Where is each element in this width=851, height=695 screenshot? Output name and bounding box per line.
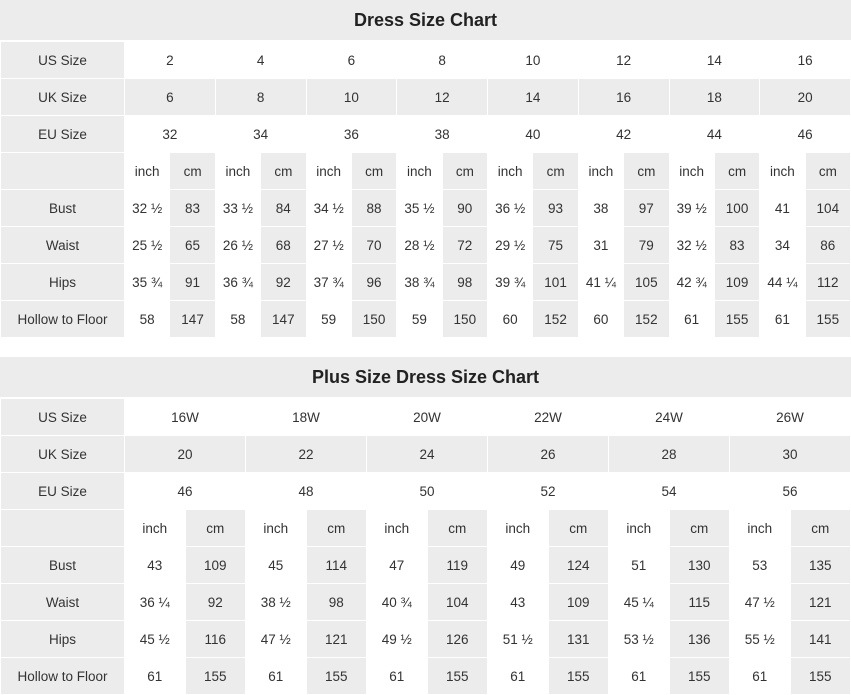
row-label: Hips [1,264,125,301]
measurement-cell: 155 [669,658,730,695]
measurement-cell: 33 ½ [215,190,260,227]
unit-cell: cm [351,153,396,190]
measurement-cell: 116 [185,621,246,658]
size-cell: 56 [730,473,851,510]
measurement-cell: 155 [790,658,851,695]
table-row [1,42,851,79]
measurement-cell: 61 [367,658,428,695]
measurement-cell: 136 [669,621,730,658]
row-label: US Size [1,42,125,79]
unit-cell: inch [367,510,428,547]
measurement-cell: 109 [185,547,246,584]
table-row [1,301,851,338]
row-label: Hollow to Floor [1,301,125,338]
size-cell: 6 [125,79,216,116]
measurement-cell: 90 [442,190,487,227]
size-cell: 46 [760,116,851,153]
measurement-cell: 104 [805,190,850,227]
size-table [0,41,851,338]
measurement-cell: 34 [760,227,805,264]
measurement-cell: 105 [624,264,669,301]
size-cell: 20 [125,436,246,473]
measurement-cell: 152 [624,301,669,338]
table-row [1,547,851,584]
measurement-cell: 51 ½ [488,621,549,658]
measurement-cell: 79 [624,227,669,264]
size-cell: 10 [306,79,397,116]
measurement-cell: 41 [760,190,805,227]
measurement-cell: 37 ¾ [306,264,351,301]
measurement-cell: 61 [609,658,670,695]
measurement-cell: 150 [442,301,487,338]
measurement-cell: 130 [669,547,730,584]
measurement-cell: 36 ¾ [215,264,260,301]
row-label [1,153,125,190]
measurement-cell: 70 [351,227,396,264]
measurement-cell: 38 ¾ [397,264,442,301]
unit-cell: cm [427,510,488,547]
size-cell: 48 [246,473,367,510]
unit-cell: inch [125,153,170,190]
size-cell: 8 [215,79,306,116]
measurement-cell: 98 [306,584,367,621]
measurement-cell: 135 [790,547,851,584]
table-row [1,79,851,116]
measurement-cell: 60 [578,301,623,338]
measurement-cell: 38 [578,190,623,227]
measurement-cell: 55 ½ [730,621,791,658]
size-cell: 38 [397,116,488,153]
size-cell: 22W [488,399,609,436]
measurement-cell: 61 [125,658,186,695]
table-row [1,190,851,227]
measurement-cell: 47 [367,547,428,584]
size-cell: 24 [367,436,488,473]
table-row [1,473,851,510]
measurement-cell: 47 ½ [246,621,307,658]
unit-cell: inch [730,510,791,547]
measurement-cell: 27 ½ [306,227,351,264]
table-row [1,436,851,473]
unit-row [1,510,851,547]
measurement-cell: 39 ½ [669,190,714,227]
row-label: Bust [1,547,125,584]
measurement-cell: 43 [488,584,549,621]
measurement-cell: 45 ½ [125,621,186,658]
row-label: Bust [1,190,125,227]
measurement-cell: 84 [261,190,306,227]
unit-row [1,153,851,190]
size-cell: 14 [488,79,579,116]
measurement-cell: 42 ¾ [669,264,714,301]
measurement-cell: 109 [548,584,609,621]
measurement-cell: 98 [442,264,487,301]
measurement-cell: 39 ¾ [488,264,533,301]
measurement-cell: 44 ¼ [760,264,805,301]
measurement-cell: 36 ½ [488,190,533,227]
measurement-cell: 26 ½ [215,227,260,264]
unit-cell: cm [442,153,487,190]
measurement-cell: 45 ¼ [609,584,670,621]
unit-cell: cm [624,153,669,190]
measurement-cell: 53 [730,547,791,584]
measurement-cell: 86 [805,227,850,264]
measurement-cell: 150 [351,301,396,338]
size-cell: 16 [578,79,669,116]
measurement-cell: 126 [427,621,488,658]
measurement-cell: 155 [427,658,488,695]
table-row [1,658,851,695]
measurement-cell: 28 ½ [397,227,442,264]
measurement-cell: 31 [578,227,623,264]
size-cell: 42 [578,116,669,153]
measurement-cell: 51 [609,547,670,584]
measurement-cell: 88 [351,190,396,227]
row-label: UK Size [1,436,125,473]
row-label: EU Size [1,473,125,510]
measurement-cell: 119 [427,547,488,584]
measurement-cell: 45 [246,547,307,584]
table-row [1,264,851,301]
measurement-cell: 72 [442,227,487,264]
measurement-cell: 121 [790,584,851,621]
size-cell: 26 [488,436,609,473]
size-cell: 8 [397,42,488,79]
measurement-cell: 101 [533,264,578,301]
size-cell: 2 [125,42,216,79]
size-cell: 12 [397,79,488,116]
size-cell: 36 [306,116,397,153]
measurement-cell: 61 [488,658,549,695]
measurement-cell: 36 ¼ [125,584,186,621]
row-label [1,510,125,547]
table-row [1,399,851,436]
section-divider [0,338,851,357]
unit-cell: cm [306,510,367,547]
row-label: Waist [1,584,125,621]
measurement-cell: 83 [714,227,759,264]
measurement-cell: 32 ½ [125,190,170,227]
size-cell: 44 [669,116,760,153]
unit-cell: inch [488,510,549,547]
measurement-cell: 25 ½ [125,227,170,264]
measurement-cell: 155 [306,658,367,695]
measurement-cell: 59 [397,301,442,338]
measurement-cell: 91 [170,264,215,301]
size-cell: 26W [730,399,851,436]
measurement-cell: 147 [170,301,215,338]
measurement-cell: 100 [714,190,759,227]
measurement-cell: 60 [488,301,533,338]
measurement-cell: 114 [306,547,367,584]
measurement-cell: 152 [533,301,578,338]
measurement-cell: 155 [714,301,759,338]
measurement-cell: 61 [669,301,714,338]
size-cell: 46 [125,473,246,510]
measurement-cell: 112 [805,264,850,301]
row-label: EU Size [1,116,125,153]
table-row [1,227,851,264]
size-cell: 34 [215,116,306,153]
size-cell: 14 [669,42,760,79]
measurement-cell: 41 ¼ [578,264,623,301]
measurement-cell: 68 [261,227,306,264]
measurement-cell: 59 [306,301,351,338]
size-cell: 18W [246,399,367,436]
size-cell: 32 [125,116,216,153]
measurement-cell: 58 [125,301,170,338]
unit-cell: cm [714,153,759,190]
unit-cell: cm [790,510,851,547]
size-cell: 28 [609,436,730,473]
table-row [1,116,851,153]
measurement-cell: 40 ¾ [367,584,428,621]
measurement-cell: 32 ½ [669,227,714,264]
measurement-cell: 155 [805,301,850,338]
size-cell: 10 [488,42,579,79]
unit-cell: inch [488,153,533,190]
measurement-cell: 104 [427,584,488,621]
size-cell: 52 [488,473,609,510]
unit-cell: inch [397,153,442,190]
size-chart-block [0,357,851,695]
unit-cell: cm [805,153,850,190]
size-cell: 16 [760,42,851,79]
measurement-cell: 34 ½ [306,190,351,227]
chart-title: Plus Size Dress Size Chart [0,357,851,398]
measurement-cell: 131 [548,621,609,658]
measurement-cell: 115 [669,584,730,621]
measurement-cell: 121 [306,621,367,658]
size-cell: 50 [367,473,488,510]
size-cell: 20W [367,399,488,436]
measurement-cell: 61 [760,301,805,338]
table-row [1,584,851,621]
size-cell: 54 [609,473,730,510]
row-label: Hips [1,621,125,658]
measurement-cell: 65 [170,227,215,264]
measurement-cell: 38 ½ [246,584,307,621]
unit-cell: inch [669,153,714,190]
unit-cell: cm [548,510,609,547]
size-cell: 6 [306,42,397,79]
measurement-cell: 155 [548,658,609,695]
size-cell: 30 [730,436,851,473]
size-cell: 12 [578,42,669,79]
unit-cell: inch [609,510,670,547]
unit-cell: inch [125,510,186,547]
size-cell: 16W [125,399,246,436]
measurement-cell: 83 [170,190,215,227]
measurement-cell: 97 [624,190,669,227]
size-cell: 24W [609,399,730,436]
size-chart-block [0,0,851,338]
unit-cell: inch [215,153,260,190]
measurement-cell: 75 [533,227,578,264]
size-cell: 4 [215,42,306,79]
measurement-cell: 141 [790,621,851,658]
measurement-cell: 155 [185,658,246,695]
measurement-cell: 53 ½ [609,621,670,658]
measurement-cell: 61 [730,658,791,695]
measurement-cell: 92 [261,264,306,301]
measurement-cell: 49 [488,547,549,584]
chart-title: Dress Size Chart [0,0,851,41]
row-label: Waist [1,227,125,264]
size-table [0,398,851,695]
measurement-cell: 35 ¾ [125,264,170,301]
measurement-cell: 147 [261,301,306,338]
measurement-cell: 49 ½ [367,621,428,658]
measurement-cell: 47 ½ [730,584,791,621]
measurement-cell: 58 [215,301,260,338]
measurement-cell: 43 [125,547,186,584]
size-cell: 18 [669,79,760,116]
unit-cell: inch [760,153,805,190]
row-label: Hollow to Floor [1,658,125,695]
measurement-cell: 124 [548,547,609,584]
size-cell: 40 [488,116,579,153]
measurement-cell: 29 ½ [488,227,533,264]
unit-cell: cm [533,153,578,190]
measurement-cell: 109 [714,264,759,301]
measurement-cell: 96 [351,264,396,301]
unit-cell: cm [669,510,730,547]
row-label: US Size [1,399,125,436]
measurement-cell: 61 [246,658,307,695]
unit-cell: inch [246,510,307,547]
table-row [1,621,851,658]
unit-cell: cm [185,510,246,547]
row-label: UK Size [1,79,125,116]
size-cell: 22 [246,436,367,473]
unit-cell: inch [306,153,351,190]
unit-cell: inch [578,153,623,190]
unit-cell: cm [261,153,306,190]
unit-cell: cm [170,153,215,190]
size-cell: 20 [760,79,851,116]
measurement-cell: 92 [185,584,246,621]
measurement-cell: 93 [533,190,578,227]
measurement-cell: 35 ½ [397,190,442,227]
